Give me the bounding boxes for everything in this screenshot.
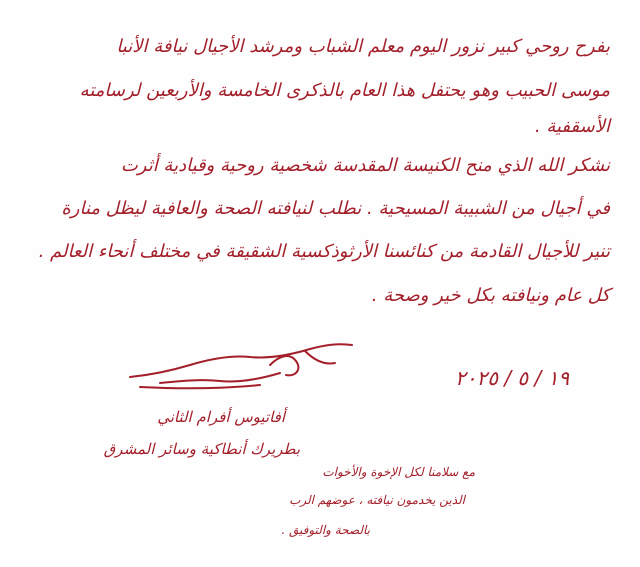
letter-date: ١٩ / ٥ / ٢٠٢٥ xyxy=(455,366,570,390)
letter-line: موسى الحبيب وهو يحتفل هذا العام بالذكرى الخامسة والأربعين لرسامته xyxy=(79,80,610,101)
letter-line: نشكر الله الذي منح الكنيسة المقدسة شخصية روحية وقيادية أثرت xyxy=(120,155,610,176)
signature-title: بطريرك أنطاكية وسائر المشرق xyxy=(103,440,300,458)
postscript-line: بالصحة والتوفيق . xyxy=(281,523,370,537)
letter-line: بفرح روحي كبير نزور اليوم معلم الشباب ومرشد الأجيال نيافة الأنبا xyxy=(116,36,610,57)
signature-name: أفاتيوس أفرام الثاني xyxy=(157,408,285,426)
postscript-line: الذين يخدمون نيافته ، عوضهم الرب xyxy=(289,493,465,507)
closing-line: كل عام ونيافته بكل خير وصحة . xyxy=(371,285,610,306)
signature-scribble xyxy=(120,335,360,395)
postscript-line: مع سلامنا لكل الإخوة والأخوات xyxy=(322,465,475,479)
letter-line: الأسقفية . xyxy=(534,116,610,137)
letter-line: تنير للأجيال القادمة من كنائسنا الأرثوذكسية الشقيقة في مختلف أنحاء العالم . xyxy=(38,241,610,262)
letter-line: في أجيال من الشبيبة المسيحية . نطلب لنيافته الصحة والعافية ليظل منارة xyxy=(61,198,610,219)
